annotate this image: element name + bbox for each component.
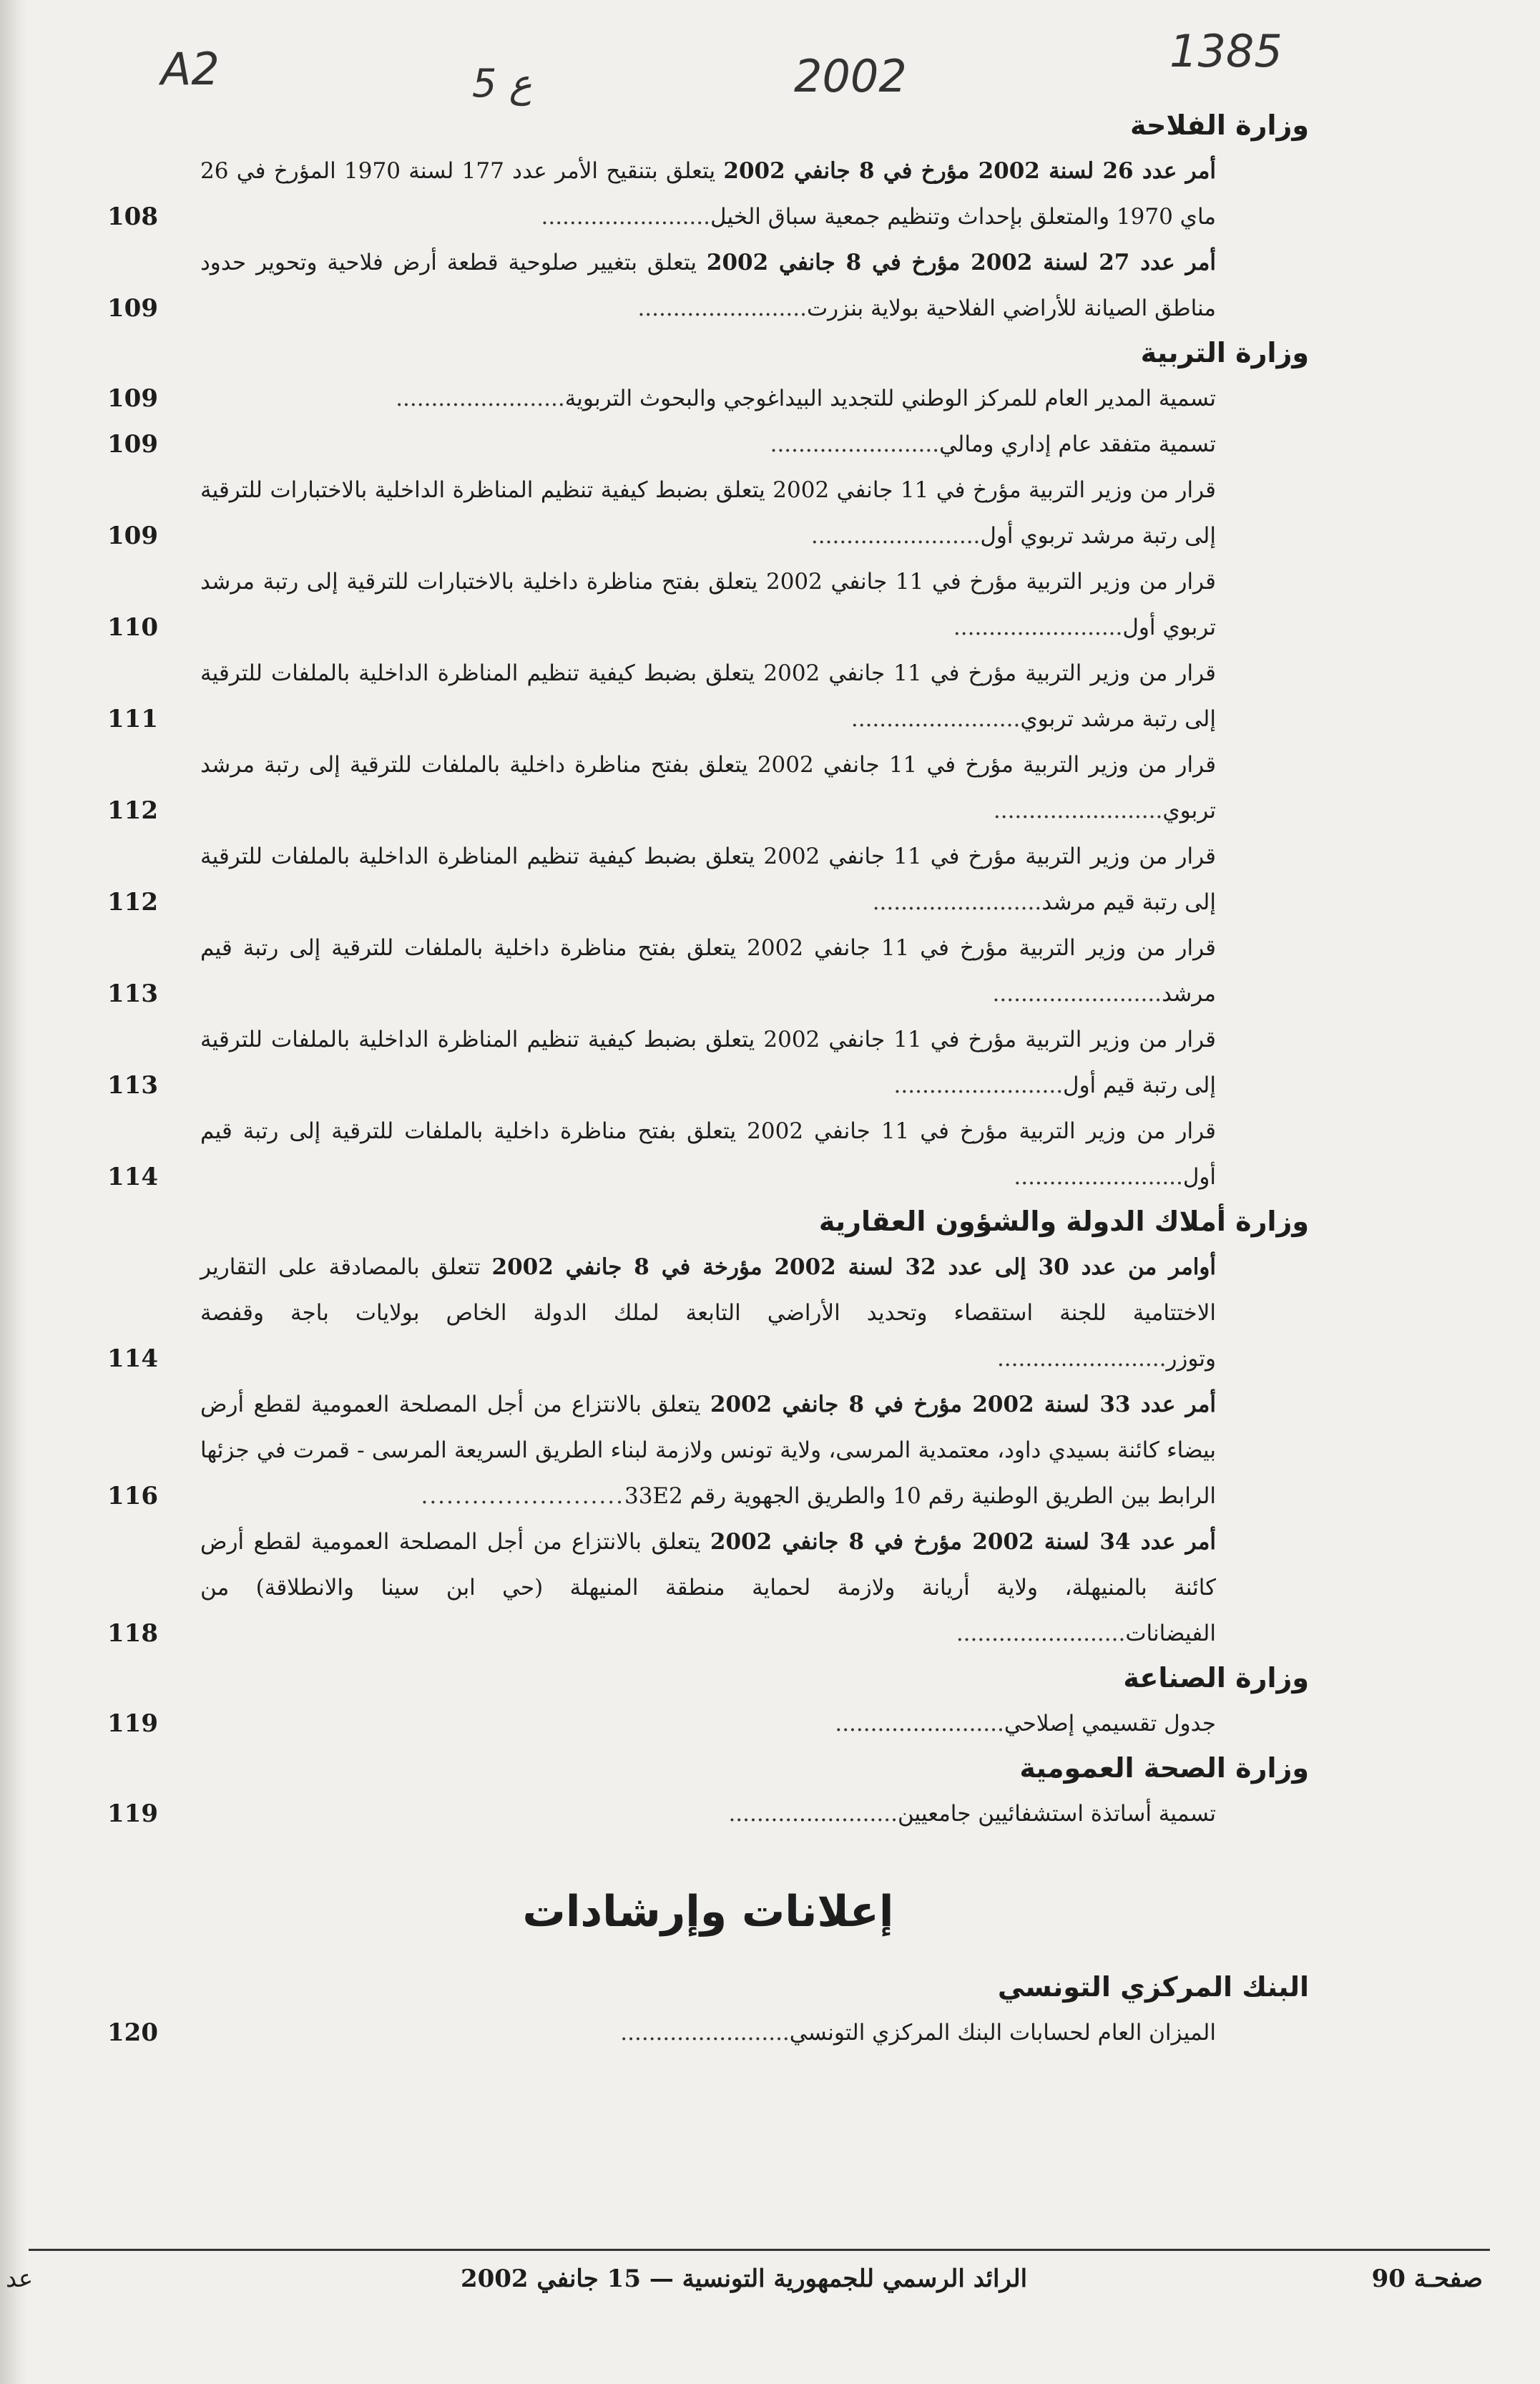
handwritten-note-year: 2002	[794, 50, 907, 102]
toc-entry-body: قرار من وزير التربية مؤرخ في 11 جانفي 2002 يتعلق بضبط كيفية تنظيم المناظرة الداخلية بالاختبارات للترقية إلى رتبة مرشد تربوي أول	[200, 477, 1216, 549]
toc-entry-lead: أمر عدد 27 لسنة 2002 مؤرخ في 8 جانفي 2002	[706, 250, 1216, 275]
toc-page-number: 113	[107, 1071, 158, 1100]
toc-entry-text	[200, 148, 1309, 240]
toc-entry-body: قرار من وزير التربية مؤرخ في 11 جانفي 2002 يتعلق بضبط كيفية تنظيم المناظرة الداخلية بالملفات للترقية إلى رتبة قيم أول	[200, 1027, 1217, 1098]
toc-entry-text	[200, 376, 1309, 421]
ministry-heading: وزارة الفلاحة	[1130, 109, 1309, 142]
toc-entry-text	[200, 1382, 1309, 1519]
toc-entry-text	[200, 834, 1309, 925]
dot-leader: ........................	[992, 981, 1162, 1007]
toc-entry-text	[200, 559, 1309, 650]
dot-leader: ........................	[637, 295, 807, 321]
toc-page-number: 118	[107, 1619, 158, 1648]
toc-page-number: 119	[107, 1799, 158, 1828]
toc-entry-lead: أمر عدد 26 لسنة 2002 مؤرخ في 8 جانفي 2002	[723, 158, 1216, 184]
toc-page-number: 120	[107, 2018, 158, 2047]
toc-entry	[107, 1519, 1309, 1656]
page-footer	[0, 2265, 1540, 2307]
toc-entry-body: الميزان العام لحسابات البنك المركزي التونسي	[789, 2020, 1216, 2046]
dot-leader: ........................	[1014, 1164, 1183, 1190]
toc-page-number: 114	[107, 1163, 158, 1191]
toc-entry-body: يتعلق بالانتزاع من أجل المصلحة العمومية لقطع أرض بيضاء كائنة بسيدي داود، معتمدية المرسى، ولاية تونس ولازمة لبناء الطريق السريعة المرسى - قمرت في جزئها الرابط بين الطريق الوطنية رقم 10 والطريق الجهوية رقم 33E2	[200, 1392, 1216, 1509]
dot-leader: ........................	[541, 204, 710, 230]
toc-entry-body: قرار من وزير التربية مؤرخ في 11 جانفي 2002 يتعلق بضبط كيفية تنظيم المناظرة الداخلية بالملفات للترقية إلى رتبة مرشد تربوي	[200, 660, 1217, 732]
dot-leader: ........................	[850, 706, 1021, 732]
toc-entry-body: قرار من وزير التربية مؤرخ في 11 جانفي 2002 يتعلق بضبط كيفية تنظيم المناظرة الداخلية بالملفات للترقية إلى رتبة قيم مرشد	[200, 844, 1217, 915]
dot-leader: ........................	[893, 1073, 1064, 1098]
toc-entry	[107, 1108, 1309, 1200]
toc-entry	[107, 148, 1309, 240]
toc-entry	[107, 834, 1309, 925]
toc-entry-body: يتعلق بتغيير صلوحية قطعة أرض فلاحية وتحوير حدود مناطق الصيانة للأراضي الفلاحية بولاية بنزرت	[200, 250, 1216, 321]
toc-page-number: 116	[107, 1482, 158, 1510]
announcements-heading: إعلانات وإرشادات	[522, 1887, 894, 1937]
toc-page-number: 119	[107, 1709, 158, 1738]
toc-page-number: 108	[107, 202, 158, 231]
toc-entry-lead: أمر عدد 33 لسنة 2002 مؤرخ في 8 جانفي 2002	[710, 1392, 1216, 1417]
ministry-heading: وزارة الصناعة	[1123, 1662, 1309, 1694]
toc-page-number: 109	[107, 522, 158, 550]
toc-entry-body: تسمية المدير العام للمركز الوطني للتجديد البيداغوجي والبحوث التربوية	[564, 386, 1216, 411]
toc-entry-text	[200, 421, 1309, 467]
dot-leader: ........................	[770, 431, 940, 457]
toc-entry	[107, 742, 1309, 834]
toc-entry-body: تسمية أساتذة استشفائيين جامعيين	[897, 1801, 1216, 1827]
toc-entry-text	[200, 1108, 1309, 1200]
toc-entry-lead: أوامر من عدد 30 إلى عدد 32 لسنة 2002 مؤرخة في 8 جانفي 2002	[491, 1254, 1216, 1280]
toc-entry-text	[200, 467, 1309, 559]
dot-leader: ........................	[953, 615, 1123, 640]
toc-page-number: 114	[107, 1344, 158, 1373]
page-binding-shadow	[0, 0, 27, 2384]
toc-entry	[107, 2010, 1309, 2056]
toc-entry	[107, 1382, 1309, 1519]
toc-entry-body: جدول تقسيمي إصلاحي	[1004, 1711, 1216, 1736]
toc-entry	[107, 467, 1309, 559]
table-of-contents	[107, 104, 1309, 2056]
footer-journal-title: الرائد الرسمي للجمهورية التونسية — 15 جانفي 2002	[460, 2265, 1028, 2293]
dot-leader: ........................	[620, 2020, 790, 2046]
footer-divider	[29, 2249, 1490, 2251]
dot-leader: ........................	[872, 889, 1042, 915]
toc-entry-lead: أمر عدد 34 لسنة 2002 مؤرخ في 8 جانفي 2002	[710, 1529, 1216, 1555]
toc-entry	[107, 1791, 1309, 1837]
toc-page-number: 110	[107, 613, 158, 642]
toc-page-number: 109	[107, 384, 158, 413]
dot-leader: ........................	[993, 798, 1163, 824]
toc-entry-body: قرار من وزير التربية مؤرخ في 11 جانفي 2002 يتعلق بفتح مناظرة داخلية بالملفات للترقية إلى رتبة مرشد تربوي	[200, 752, 1217, 824]
handwritten-note-a2: A2	[161, 43, 220, 95]
toc-entry	[107, 421, 1309, 467]
toc-entry-body: يتعلق بالانتزاع من أجل المصلحة العمومية لقطع أرض كائنة بالمنيهلة، ولاية أريانة ولازمة لحماية منطقة المنيهلة (حي ابن سينا والانطلاقة) من الفيضانات	[200, 1529, 1216, 1646]
toc-entry-text	[200, 1017, 1309, 1108]
toc-entry-text	[200, 240, 1309, 331]
ministry-heading: وزارة الصحة العمومية	[1019, 1752, 1309, 1784]
toc-page-number: 109	[107, 430, 158, 459]
toc-entry-body: قرار من وزير التربية مؤرخ في 11 جانفي 2002 يتعلق بفتح مناظرة داخلية بالملفات للترقية إلى رتبة قيم مرشد	[200, 935, 1217, 1007]
toc-entry-text	[200, 1244, 1309, 1382]
toc-entry	[107, 1701, 1309, 1747]
dot-leader: ........................	[396, 386, 565, 411]
toc-page-number: 112	[107, 888, 158, 917]
dot-leader: ........................	[956, 1621, 1126, 1646]
footer-page-number: صفحـة 90	[1371, 2265, 1483, 2293]
toc-entry	[107, 925, 1309, 1017]
handwritten-note-mid: 5 ع	[472, 61, 532, 106]
handwritten-note-number: 1385	[1169, 25, 1282, 77]
toc-entry-text	[200, 2010, 1309, 2056]
toc-entry-text	[200, 1701, 1309, 1747]
toc-entry-body: تتعلق بالمصادقة على التقارير الاختتامية للجنة استقصاء وتحديد الأراضي التابعة لملك الدولة الخاص بولايات باجة وقفصة وتوزر	[200, 1254, 1216, 1372]
toc-entry	[107, 376, 1309, 421]
toc-entry	[107, 650, 1309, 742]
toc-entry-body: تسمية متفقد عام إداري ومالي	[939, 431, 1216, 457]
toc-page-number: 112	[107, 796, 158, 825]
bank-heading: البنك المركزي التونسي	[997, 1971, 1309, 2003]
dot-leader: ........................	[835, 1711, 1004, 1736]
toc-entry-text	[200, 742, 1309, 834]
dot-leader: ........................	[996, 1346, 1167, 1372]
toc-entry	[107, 240, 1309, 331]
toc-entry	[107, 559, 1309, 650]
toc-entry-body: قرار من وزير التربية مؤرخ في 11 جانفي 2002 يتعلق بفتح مناظرة داخلية بالملفات للترقية إلى رتبة قيم أول	[200, 1118, 1217, 1190]
toc-entry	[107, 1017, 1309, 1108]
toc-page-number: 109	[107, 294, 158, 323]
footer-edge-text: عد	[6, 2265, 34, 2293]
toc-entry-text	[200, 1519, 1309, 1656]
toc-page-number: 111	[107, 705, 158, 733]
toc-page-number: 113	[107, 980, 158, 1008]
ministry-heading: وزارة أملاك الدولة والشؤون العقارية	[818, 1206, 1309, 1238]
dot-leader: ........................	[421, 1483, 624, 1509]
toc-entry-body: يتعلق بتنقيح الأمر عدد 177 لسنة 1970 المؤرخ في 26 ماي 1970 والمتعلق بإحداث وتنظيم جمعية سباق الخيل	[200, 158, 1216, 230]
ministry-heading: وزارة التربية	[1140, 337, 1309, 369]
toc-entry-text	[200, 1791, 1309, 1837]
dot-leader: ........................	[728, 1801, 898, 1827]
toc-entry-text	[200, 650, 1309, 742]
dot-leader: ........................	[810, 523, 981, 549]
toc-entry-body: قرار من وزير التربية مؤرخ في 11 جانفي 2002 يتعلق بفتح مناظرة داخلية بالاختبارات للترقية إلى رتبة مرشد تربوي أول	[200, 569, 1216, 640]
toc-entry-text	[200, 925, 1309, 1017]
toc-entry	[107, 1244, 1309, 1382]
